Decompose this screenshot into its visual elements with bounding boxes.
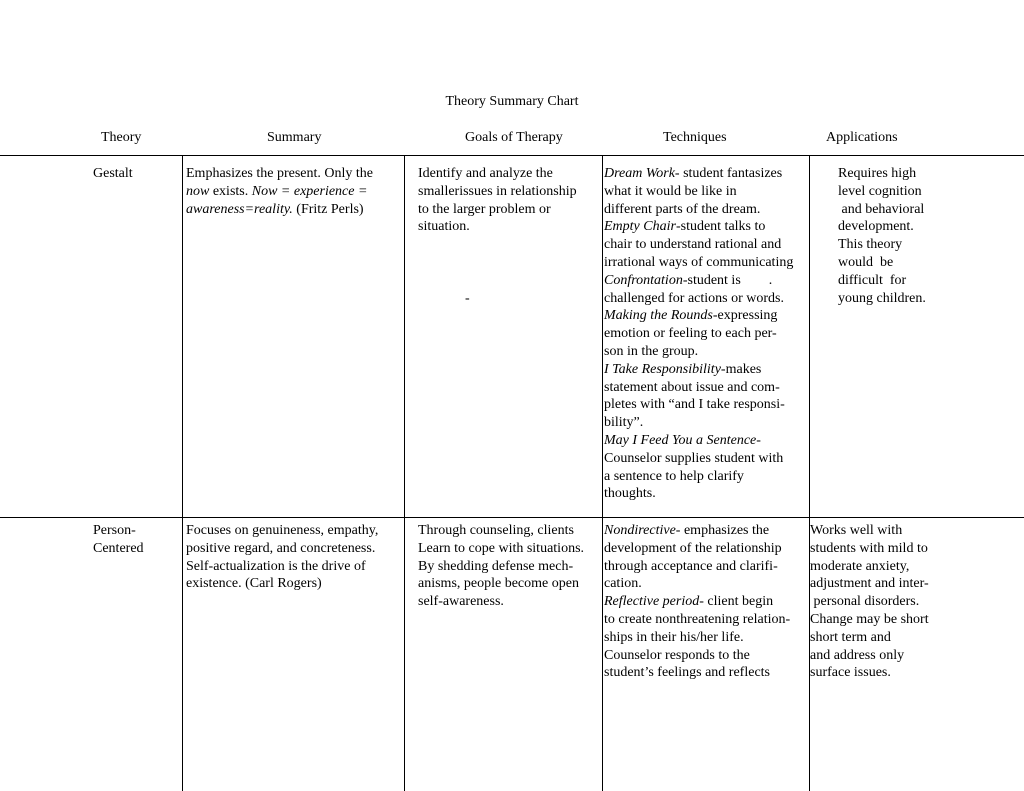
application-line: difficult for [838,272,907,288]
application-line: development. [838,219,914,235]
person-theory-line: Person- [93,523,136,538]
technique-line: to create nonthreatening relation- [604,611,791,627]
application-line: Change may be short [810,611,929,627]
gestalt-applications [838,165,926,307]
header-applications: Applications [826,130,898,145]
gestalt-goals-line: smallerissues in relationship [418,183,577,199]
technique-line: Confrontation-student is . [604,272,773,288]
column-divider-3 [602,155,603,791]
column-divider-4 [809,155,810,791]
header-techniques: Techniques [663,130,727,145]
person-summary [186,522,378,593]
person-goals-line: anisms, people become open [418,576,579,592]
person-summary-line: positive regard, and concreteness. [186,540,376,556]
technique-line: student’s feelings and reflects [604,665,771,681]
technique-line: May I Feed You a Sentence- [604,432,761,448]
technique-line: cation. [604,576,642,592]
column-divider-1 [182,155,183,791]
page-title: Theory Summary Chart [445,94,579,109]
technique-line: Making the Rounds-expressing [604,308,778,324]
person-goals-line: self-awareness. [418,594,504,610]
application-line: moderate anxiety, [810,558,910,574]
person-summary-line: Focuses on genuineness, empathy, [186,523,379,538]
technique-line: a sentence to help clarify [604,468,744,484]
gestalt-goals-dash: - [465,291,470,306]
application-line: level cognition [838,183,922,199]
header-summary: Summary [267,130,322,145]
technique-line: I Take Responsibility-makes [604,361,762,377]
gestalt-goals [418,165,577,236]
application-line: short term and [810,629,891,645]
application-line: personal disorders. [810,594,920,610]
person-techniques [604,522,790,682]
technique-line: different parts of the dream. [604,201,761,217]
technique-line: chair to understand rational and [604,237,782,253]
person-goals [418,522,584,611]
gestalt-goals-line: situation. [418,219,470,235]
technique-line: Nondirective- emphasizes the [604,523,770,538]
person-summary-line: Self-actualization is the drive of [186,558,366,574]
gestalt-goals-line: to the larger problem or [418,201,551,217]
gestalt-summary [186,165,373,218]
technique-line: ships in their his/her life. [604,629,744,645]
technique-line: statement about issue and com- [604,379,780,395]
technique-line: irrational ways of communicating [604,254,794,270]
gestalt-summary-line: Emphasizes the present. Only the [186,166,374,181]
application-line: young children. [838,290,926,306]
application-line: students with mild to [810,540,928,556]
technique-line: what it would be like in [604,183,737,199]
person-goals-line: By shedding defense mech- [418,558,574,574]
gestalt-goals-line: Identify and analyze the [418,166,553,181]
technique-line: development of the relationship [604,540,782,556]
technique-line: emotion or feeling to each per- [604,326,777,342]
gestalt-theory: Gestalt [93,166,133,181]
gestalt-summary-line: now exists. Now = experience = [186,183,368,199]
application-line: Works well with [810,523,903,538]
technique-line: son in the group. [604,343,699,359]
technique-line: thoughts. [604,486,656,502]
technique-line: Empty Chair-student talks to [604,219,766,235]
technique-line: Counselor responds to the [604,647,750,663]
gestalt-techniques [604,165,793,503]
person-applications [810,522,929,682]
application-line: adjustment and inter- [810,576,929,592]
header-divider [0,155,1024,156]
application-line: surface issues. [810,665,891,681]
row-divider [0,517,1024,518]
person-goals-line: Through counseling, clients [418,523,574,538]
person-theory-line: Centered [93,540,144,556]
technique-line: pletes with “and I take responsi- [604,397,785,413]
header-theory: Theory [101,130,142,145]
technique-line: Counselor supplies student with [604,450,784,466]
application-line: and address only [810,647,905,663]
technique-line: challenged for actions or words. [604,290,784,306]
column-divider-2 [404,155,405,791]
application-line: Requires high [838,166,917,181]
technique-line: Dream Work- student fantasizes [604,166,783,181]
application-line: This theory [838,237,903,253]
gestalt-summary-line: awareness=reality. (Fritz Perls) [186,201,364,217]
technique-line: bility”. [604,415,644,431]
application-line: and behavioral [838,201,925,217]
header-goals: Goals of Therapy [465,130,563,145]
person-goals-line: Learn to cope with situations. [418,540,585,556]
person-summary-line: existence. (Carl Rogers) [186,576,322,592]
person-theory [93,522,144,558]
application-line: would be [838,254,894,270]
technique-line: through acceptance and clarifi- [604,558,778,574]
technique-line: Reflective period- client begin [604,594,774,610]
